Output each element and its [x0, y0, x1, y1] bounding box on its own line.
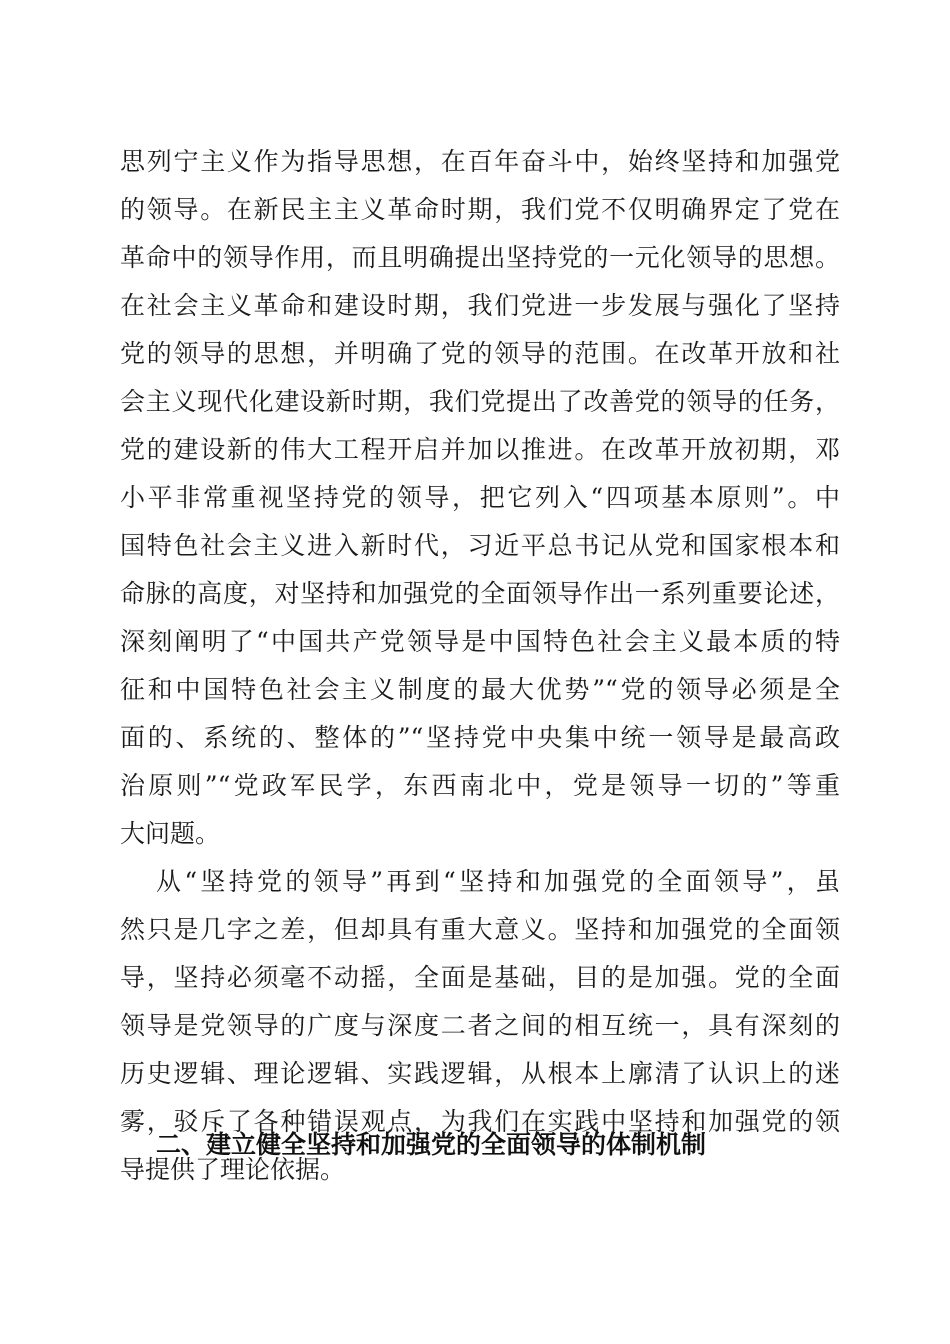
- text-line: 然只是几字之差，但却具有重大意义。坚持和加强党的全面领: [120, 915, 840, 944]
- paragraph-1: [120, 138, 840, 858]
- text-line: 深刻阐明了“中国共产党领导是中国特色社会主义最本质的特: [120, 627, 840, 656]
- text-line: 国特色社会主义进入新时代，习近平总书记从党和国家根本和: [120, 531, 840, 560]
- text-line: 的领导。在新民主主义革命时期，我们党不仅明确界定了党在: [120, 195, 840, 224]
- text-line: 党的领导的思想，并明确了党的领导的范围。在改革开放和社: [120, 339, 840, 368]
- text-line: 在社会主义革命和建设时期，我们党进一步发展与强化了坚持: [120, 291, 840, 320]
- text-line: 历史逻辑、理论逻辑、实践逻辑，从根本上廓清了认识上的迷: [120, 1059, 840, 1088]
- text-line: 治原则”“党政军民学，东西南北中，党是领导一切的”等重: [120, 771, 840, 800]
- text-line: 征和中国特色社会主义制度的最大优势”“党的领导必须是全: [120, 675, 840, 704]
- text-line: 思列宁主义作为指导思想，在百年奋斗中，始终坚持和加强党: [120, 147, 840, 176]
- text-line: 革命中的领导作用，而且明确提出坚持党的一元化领导的思想。: [120, 243, 840, 272]
- text-line: 雾，驳斥了各种错误观点，为我们在实践中坚持和加强党的领: [120, 1107, 840, 1136]
- text-line: 会主义现代化建设新时期，我们党提出了改善党的领导的任务，: [120, 387, 840, 416]
- text-line: 小平非常重视坚持党的领导，把它列入“四项基本原则”。中: [120, 483, 840, 512]
- text-line: 面的、系统的、整体的”“坚持党中央集中统一领导是最高政: [120, 723, 840, 752]
- text-line: 大问题。: [120, 819, 221, 848]
- text-line: 党的建设新的伟大工程开启并加以推进。在改革开放初期，邓: [120, 435, 840, 464]
- text-line: 领导是党领导的广度与深度二者之间的相互统一，具有深刻的: [120, 1011, 840, 1040]
- section-heading: 二、建立健全坚持和加强党的全面领导的体制机制: [156, 1130, 707, 1159]
- text-line: 导提供了理论依据。: [120, 1155, 346, 1184]
- document-body: [120, 138, 840, 1194]
- text-line: 命脉的高度，对坚持和加强党的全面领导作出一系列重要论述，: [120, 579, 840, 608]
- text-line: 导，坚持必须毫不动摇，全面是基础，目的是加强。党的全面: [120, 963, 840, 992]
- text-line: 从“坚持党的领导”再到“坚持和加强党的全面领导”，虽: [156, 867, 840, 896]
